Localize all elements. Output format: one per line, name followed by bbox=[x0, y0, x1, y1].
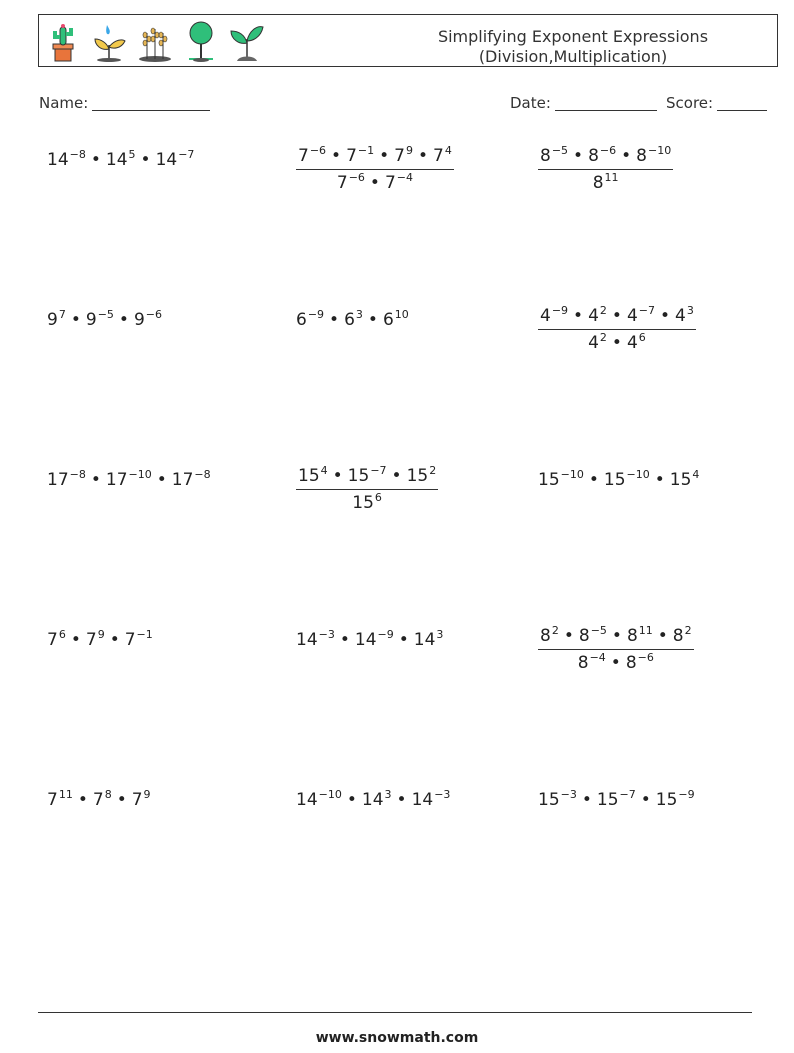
exponent: 4 bbox=[320, 464, 328, 477]
power-term bbox=[362, 790, 392, 810]
multiply-dot: • bbox=[90, 470, 101, 490]
base: 15 bbox=[538, 790, 560, 810]
power-term bbox=[414, 630, 444, 650]
base: 8 bbox=[626, 626, 638, 646]
base: 7 bbox=[433, 146, 444, 166]
numerator bbox=[538, 146, 673, 170]
exponent: 3 bbox=[686, 304, 694, 317]
exponent: −10 bbox=[560, 468, 584, 481]
base: 15 bbox=[603, 470, 626, 490]
multiply-dot: • bbox=[140, 150, 151, 170]
base: 7 bbox=[384, 173, 396, 193]
multiply-dot: • bbox=[417, 146, 429, 166]
base: 8 bbox=[577, 653, 589, 673]
date-label: Date: bbox=[510, 94, 551, 112]
base: 14 bbox=[296, 630, 318, 650]
power-term bbox=[627, 626, 653, 646]
exponent: −3 bbox=[434, 788, 451, 801]
fraction bbox=[296, 146, 454, 193]
base: 8 bbox=[540, 146, 551, 166]
multiply-dot: • bbox=[640, 790, 651, 810]
power-term bbox=[579, 626, 607, 646]
power-term bbox=[106, 150, 136, 170]
exponent: −8 bbox=[69, 148, 86, 161]
multiply-dot: • bbox=[573, 306, 584, 326]
base: 8 bbox=[636, 146, 647, 166]
problem-13 bbox=[47, 790, 151, 810]
header-box bbox=[38, 14, 778, 67]
base: 9 bbox=[133, 310, 145, 330]
exponent: 4 bbox=[444, 144, 452, 157]
base: 7 bbox=[85, 630, 97, 650]
exponent: 3 bbox=[436, 628, 444, 641]
multiply-dot: • bbox=[396, 790, 407, 810]
exponent: 9 bbox=[405, 144, 413, 157]
exponent: −7 bbox=[638, 304, 655, 317]
power-term bbox=[540, 146, 568, 166]
date-field[interactable] bbox=[510, 94, 657, 112]
base: 17 bbox=[47, 470, 69, 490]
base: 9 bbox=[47, 310, 58, 330]
power-term bbox=[296, 790, 342, 810]
base: 6 bbox=[296, 310, 307, 330]
power-term bbox=[673, 626, 692, 646]
base: 8 bbox=[540, 626, 551, 646]
multiply-dot: • bbox=[654, 470, 665, 490]
power-term bbox=[296, 630, 335, 650]
problem-9 bbox=[538, 470, 699, 490]
denominator bbox=[578, 650, 654, 673]
exponent: −5 bbox=[551, 144, 569, 157]
power-term bbox=[588, 333, 607, 353]
power-term bbox=[344, 310, 363, 330]
power-term bbox=[296, 310, 324, 330]
power-term bbox=[412, 790, 451, 810]
fraction bbox=[538, 306, 696, 353]
tree-icon bbox=[183, 19, 219, 63]
exponent: 10 bbox=[394, 308, 409, 321]
exponent: −4 bbox=[396, 171, 413, 184]
base: 14 bbox=[105, 150, 128, 170]
power-term bbox=[337, 173, 365, 193]
power-term bbox=[298, 466, 328, 486]
base: 17 bbox=[105, 470, 128, 490]
title-line-1: Simplifying Exponent Expressions bbox=[437, 27, 709, 46]
multiply-dot: • bbox=[90, 150, 101, 170]
power-term bbox=[433, 146, 452, 166]
exponent: −6 bbox=[145, 308, 162, 321]
problem-4 bbox=[47, 310, 162, 330]
fraction bbox=[538, 146, 673, 193]
problem-11 bbox=[296, 630, 443, 650]
multiply-dot: • bbox=[611, 306, 622, 326]
power-term bbox=[86, 630, 105, 650]
exponent: 6 bbox=[638, 331, 646, 344]
power-term bbox=[134, 310, 162, 330]
score-field[interactable] bbox=[666, 94, 767, 112]
power-term bbox=[47, 310, 66, 330]
power-term bbox=[355, 630, 394, 650]
exponent: −3 bbox=[318, 628, 335, 641]
denominator bbox=[593, 170, 619, 193]
power-term bbox=[636, 146, 671, 166]
exponent: −5 bbox=[97, 308, 114, 321]
power-term bbox=[588, 306, 607, 326]
base: 4 bbox=[540, 306, 551, 326]
title-line-2: (Division,Multiplication) bbox=[478, 47, 668, 66]
exponent: −10 bbox=[626, 468, 650, 481]
power-term bbox=[47, 150, 86, 170]
numerator bbox=[296, 146, 454, 170]
multiply-dot: • bbox=[367, 310, 378, 330]
problem-2 bbox=[296, 146, 454, 193]
power-term bbox=[132, 790, 151, 810]
multiply-dot: • bbox=[398, 630, 409, 650]
exponent: −3 bbox=[560, 788, 577, 801]
problem-15 bbox=[538, 790, 695, 810]
score-label: Score: bbox=[666, 94, 714, 112]
power-term bbox=[538, 470, 584, 490]
multiply-dot: • bbox=[109, 630, 120, 650]
exponent: −6 bbox=[309, 144, 327, 157]
exponent: 2 bbox=[599, 304, 607, 317]
multiply-dot: • bbox=[379, 146, 390, 166]
multiply-dot: • bbox=[611, 333, 622, 353]
exponent: 5 bbox=[128, 148, 136, 161]
name-blank[interactable] bbox=[92, 94, 210, 111]
name-field[interactable] bbox=[39, 94, 210, 112]
multiply-dot: • bbox=[118, 310, 129, 330]
multiply-dot: • bbox=[581, 790, 592, 810]
exponent: 11 bbox=[638, 624, 653, 637]
base: 7 bbox=[124, 630, 136, 650]
base: 8 bbox=[592, 173, 604, 193]
base: 8 bbox=[578, 626, 590, 646]
power-term bbox=[346, 146, 374, 166]
problem-14 bbox=[296, 790, 450, 810]
multiply-dot: • bbox=[329, 310, 340, 330]
numerator bbox=[538, 626, 694, 650]
denominator bbox=[337, 170, 413, 193]
exponent: −9 bbox=[551, 304, 569, 317]
exponent: 2 bbox=[684, 624, 692, 637]
problem-12 bbox=[538, 626, 694, 673]
exponent: −10 bbox=[647, 144, 672, 157]
base: 15 bbox=[538, 470, 560, 490]
base: 8 bbox=[672, 626, 684, 646]
multiply-dot: • bbox=[331, 146, 342, 166]
base: 4 bbox=[626, 306, 638, 326]
wheat-icon bbox=[137, 19, 173, 63]
base: 7 bbox=[47, 790, 58, 810]
power-term bbox=[93, 790, 112, 810]
power-term bbox=[604, 470, 650, 490]
problem-6 bbox=[538, 306, 696, 353]
power-term bbox=[394, 146, 413, 166]
exponent: 6 bbox=[58, 628, 66, 641]
base: 7 bbox=[336, 173, 348, 193]
power-term bbox=[385, 173, 413, 193]
power-term bbox=[588, 146, 616, 166]
power-term bbox=[156, 150, 195, 170]
base: 7 bbox=[394, 146, 405, 166]
base: 15 bbox=[669, 470, 692, 490]
numerator bbox=[538, 306, 696, 330]
exponent: 6 bbox=[374, 491, 382, 504]
problem-1 bbox=[47, 150, 194, 170]
icon-row bbox=[45, 19, 265, 63]
exponent: 3 bbox=[384, 788, 392, 801]
exponent: 2 bbox=[429, 464, 437, 477]
power-term bbox=[172, 470, 211, 490]
power-term bbox=[298, 146, 326, 166]
power-term bbox=[675, 306, 694, 326]
exponent: −8 bbox=[69, 468, 86, 481]
multiply-dot: • bbox=[332, 466, 343, 486]
footer-divider bbox=[38, 1012, 752, 1013]
multiply-dot: • bbox=[588, 470, 599, 490]
date-blank[interactable] bbox=[555, 94, 657, 111]
cactus-icon bbox=[45, 19, 81, 63]
base: 7 bbox=[92, 790, 104, 810]
exponent: −10 bbox=[318, 788, 342, 801]
base: 4 bbox=[675, 306, 686, 326]
base: 4 bbox=[626, 333, 638, 353]
base: 4 bbox=[588, 306, 599, 326]
base: 14 bbox=[411, 790, 434, 810]
exponent: −6 bbox=[599, 144, 617, 157]
power-term bbox=[540, 306, 568, 326]
problem-3 bbox=[538, 146, 673, 193]
exponent: 3 bbox=[355, 308, 363, 321]
exponent: 2 bbox=[599, 331, 607, 344]
power-term bbox=[383, 310, 409, 330]
numerator bbox=[296, 466, 438, 490]
base: 9 bbox=[85, 310, 97, 330]
multiply-dot: • bbox=[346, 790, 357, 810]
exponent: 9 bbox=[143, 788, 151, 801]
power-term bbox=[593, 173, 619, 193]
footer-website: www.snowmath.com bbox=[315, 1030, 479, 1046]
base: 7 bbox=[298, 146, 309, 166]
base: 15 bbox=[596, 790, 619, 810]
power-term bbox=[407, 466, 437, 486]
base: 14 bbox=[361, 790, 384, 810]
exponent: −7 bbox=[619, 788, 636, 801]
multiply-dot: • bbox=[391, 466, 402, 486]
denominator bbox=[588, 330, 646, 353]
power-term bbox=[352, 493, 382, 513]
power-term bbox=[538, 790, 577, 810]
base: 14 bbox=[354, 630, 377, 650]
multiply-dot: • bbox=[339, 630, 350, 650]
sprout-water-icon bbox=[91, 19, 127, 63]
exponent: −9 bbox=[678, 788, 695, 801]
multiply-dot: • bbox=[611, 626, 622, 646]
exponent: −9 bbox=[307, 308, 325, 321]
multiply-dot: • bbox=[77, 790, 88, 810]
exponent: −10 bbox=[128, 468, 152, 481]
score-blank[interactable] bbox=[717, 94, 767, 111]
fraction bbox=[538, 626, 694, 673]
multiply-dot: • bbox=[70, 630, 81, 650]
problem-5 bbox=[296, 310, 409, 330]
exponent: −6 bbox=[637, 651, 654, 664]
exponent: −5 bbox=[590, 624, 607, 637]
power-term bbox=[627, 306, 655, 326]
power-term bbox=[47, 470, 86, 490]
exponent: −1 bbox=[357, 144, 375, 157]
power-term bbox=[47, 630, 66, 650]
problem-10 bbox=[47, 630, 153, 650]
exponent: −4 bbox=[589, 651, 606, 664]
base: 14 bbox=[47, 150, 69, 170]
power-term bbox=[627, 333, 646, 353]
exponent: −7 bbox=[178, 148, 195, 161]
multiply-dot: • bbox=[657, 626, 668, 646]
base: 15 bbox=[352, 493, 374, 513]
exponent: 8 bbox=[104, 788, 112, 801]
power-term bbox=[348, 466, 387, 486]
base: 7 bbox=[47, 630, 58, 650]
fraction bbox=[296, 466, 438, 513]
exponent: 11 bbox=[58, 788, 73, 801]
exponent: −9 bbox=[377, 628, 394, 641]
seedling-icon bbox=[229, 19, 265, 63]
base: 17 bbox=[171, 470, 194, 490]
base: 7 bbox=[346, 146, 357, 166]
exponent: −8 bbox=[194, 468, 211, 481]
power-term bbox=[656, 790, 695, 810]
exponent: 7 bbox=[58, 308, 66, 321]
exponent: −1 bbox=[136, 628, 153, 641]
base: 14 bbox=[413, 630, 436, 650]
denominator bbox=[352, 490, 382, 513]
name-label: Name: bbox=[39, 94, 89, 112]
problem-8 bbox=[296, 466, 438, 513]
multiply-dot: • bbox=[621, 146, 632, 166]
power-term bbox=[670, 470, 700, 490]
multiply-dot: • bbox=[610, 653, 621, 673]
multiply-dot: • bbox=[563, 626, 574, 646]
exponent: −7 bbox=[370, 464, 387, 477]
exponent: 4 bbox=[692, 468, 700, 481]
worksheet-title bbox=[369, 27, 777, 67]
multiply-dot: • bbox=[116, 790, 127, 810]
base: 15 bbox=[347, 466, 370, 486]
power-term bbox=[578, 653, 606, 673]
base: 4 bbox=[588, 333, 599, 353]
base: 6 bbox=[382, 310, 394, 330]
power-term bbox=[626, 653, 654, 673]
power-term bbox=[597, 790, 636, 810]
base: 15 bbox=[406, 466, 429, 486]
exponent: 11 bbox=[604, 171, 619, 184]
exponent: 9 bbox=[97, 628, 105, 641]
base: 14 bbox=[296, 790, 318, 810]
base: 14 bbox=[155, 150, 178, 170]
power-term bbox=[540, 626, 559, 646]
power-term bbox=[125, 630, 153, 650]
base: 7 bbox=[131, 790, 143, 810]
power-term bbox=[106, 470, 152, 490]
power-term bbox=[47, 790, 73, 810]
problem-7 bbox=[47, 470, 211, 490]
base: 8 bbox=[625, 653, 637, 673]
multiply-dot: • bbox=[369, 173, 380, 193]
exponent: −6 bbox=[348, 171, 365, 184]
multiply-dot: • bbox=[70, 310, 81, 330]
base: 15 bbox=[298, 466, 320, 486]
multiply-dot: • bbox=[659, 306, 671, 326]
power-term bbox=[86, 310, 114, 330]
multiply-dot: • bbox=[573, 146, 584, 166]
base: 8 bbox=[588, 146, 599, 166]
base: 15 bbox=[655, 790, 678, 810]
multiply-dot: • bbox=[156, 470, 167, 490]
exponent: 2 bbox=[551, 624, 559, 637]
base: 6 bbox=[344, 310, 355, 330]
